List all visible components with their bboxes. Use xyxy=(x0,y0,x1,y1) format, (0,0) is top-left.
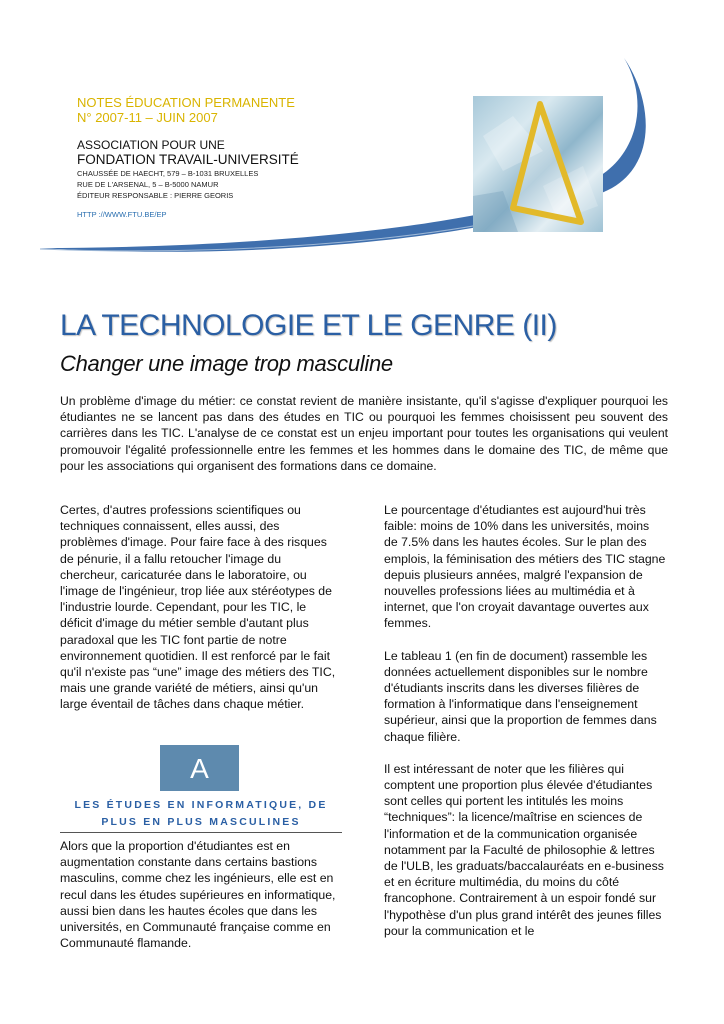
issue-number: N° 2007-11 – JUIN 2007 xyxy=(77,110,218,125)
left-paragraph-2: Alors que la proportion d'étudiantes est en augmentation constante dans certains bastions masculins, comme chez les ingénieurs, elle est en recul dans les études supérieures en informatique, aussi bien dans les hautes écoles que dans les universités, en Communauté française comme en Communauté flamande. xyxy=(60,839,336,951)
left-paragraph-1: Certes, d'autres professions scientifiques ou techniques connaissent, elles aussi, des problèmes d'image. Pour faire face à des risques de pénurie, il a fallu retoucher l'image du chercheur, caricaturée dans le laboratoire, ou l'image de l'ingénieur, trop liée aux stéréotypes de l'industrie lourde. Cependant, pour les TIC, le déficit d'image du métier semble d'autant plus paradoxal que les TIC font partie de notre environnement quotidien. Il est renforcé par le fait qu'il n'existe pas “une” image des métiers des TIC, mais une grande variété de métiers, ainsi qu'un large éventail de tâches dans chaque métier. xyxy=(60,503,336,712)
association-line-1: ASSOCIATION POUR UNE xyxy=(77,138,225,152)
section-divider xyxy=(60,832,342,833)
association-line-2: FONDATION TRAVAIL-UNIVERSITÉ xyxy=(77,152,299,167)
header-photo xyxy=(473,96,603,232)
right-paragraph-3: Il est intéressant de noter que les filières qui comptent une proportion plus élevée d'étudiantes sont celles qui portent les intitulés les moins “techniques”: la licence/maîtrise en sciences de l'information et de la communication organisée notamment par la Faculté de philosophie & lettres de l'ULB, les graduats/baccalauréats en e-business et en écriture multimédia, du moins du côté francophone. Contrairement à un espoir fondé sur l'hypothèse d'un plus grand intérêt des jeunes filles pour la communication et le xyxy=(384,761,664,938)
publisher-line: ÉDITEUR RESPONSABLE : PIERRE GEORIS xyxy=(77,191,234,200)
address-line-1: CHAUSSÉE DE HAECHT, 579 – B-1031 BRUXELLES xyxy=(77,169,259,178)
article-subtitle: Changer une image trop masculine xyxy=(60,351,393,376)
series-name: NOTES ÉDUCATION PERMANENTE xyxy=(77,95,295,110)
article-title: LA TECHNOLOGIE ET LE GENRE (II) xyxy=(60,309,557,342)
section-badge: A xyxy=(160,745,239,791)
right-paragraph-1: Le pourcentage d'étudiantes est aujourd'hui très faible: moins de 10% dans les universités, moins de 7.5% dans les hautes écoles. Sur le plan des emplois, la féminisation des métiers des TIC stagne depuis plusieurs années, malgré l'expansion de nouvelles professions liées au multimédia et à internet, que l'on croyait davantage ouvertes aux femmes. xyxy=(384,503,666,631)
section-heading: LES ÉTUDES EN INFORMATIQUE, DE PLUS EN PLUS MASCULINES xyxy=(74,799,328,828)
website-link[interactable]: HTTP ://WWW.FTU.BE/EP xyxy=(77,210,167,219)
left-column xyxy=(60,502,340,729)
triangle-logo-icon xyxy=(473,96,603,232)
intro-paragraph: Un problème d'image du métier: ce constat revient de manière insistante, qu'il s'agisse d'expliquer pourquoi les étudiantes ne se lancent pas dans des études en TIC ou pourquoi les femmes choisissent peu souvent des carrières dans les TIC. L'analyse de ce constat est un enjeu important pour toutes les organisations qui veulent promouvoir l'égalité professionnelle entre les femmes et les hommes dans le domaine des TIC, de même que pour les associations qui organisent des formations dans ce domaine. xyxy=(60,394,668,473)
right-paragraph-2: Le tableau 1 (en fin de document) rassemble les données actuellement disponibles sur le nombre d'étudiants inscrits dans les diverses filières de formation à l'informatique dans l'enseignement supérieur, ainsi que la proportion de femmes dans chaque filière. xyxy=(384,648,657,744)
address-line-2: RUE DE L'ARSENAL, 5 – B-5000 NAMUR xyxy=(77,180,219,189)
left-column-lower xyxy=(60,838,340,967)
right-column xyxy=(384,502,666,955)
